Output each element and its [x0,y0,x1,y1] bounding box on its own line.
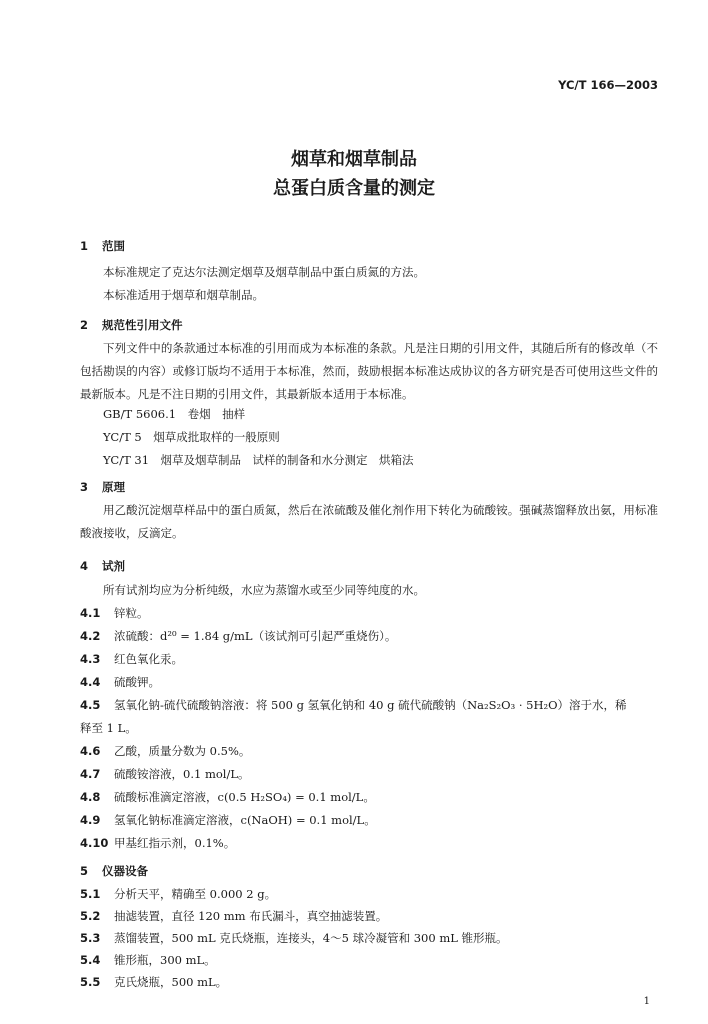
section-number: 4 [80,559,89,573]
section-1-paragraph-1: 本标准规定了克达尔法测定烟草及烟草制品中蛋白质氮的方法。 [103,265,425,279]
section-5-heading [80,863,148,879]
section-1-paragraph-2: 本标准适用于烟草和烟草制品。 [103,288,264,302]
section-title: 原理 [102,480,125,494]
reagent-item-continuation: 释至 1 L。 [80,721,137,735]
standard-code: YC/T 166—2003 [558,78,658,92]
item-number: 4.4 [80,675,101,689]
item-number: 4.10 [80,836,109,850]
apparatus-item [80,886,276,902]
item-text: 硫酸标准滴定溶液，c(0.5 H₂SO₄) = 0.1 mol/L。 [114,790,375,804]
normative-reference: YC/T 5 烟草成批取样的一般原则 [103,430,280,444]
item-number: 4.6 [80,744,101,758]
item-number: 4.5 [80,698,101,712]
item-text: 浓硫酸：d²⁰ = 1.84 g/mL（该试剂可引起严重烧伤）。 [114,629,397,643]
item-text: 硫酸铵溶液，0.1 mol/L。 [114,767,250,781]
item-text: 蒸馏装置，500 mL 克氏烧瓶，连接头，4～5 球冷凝管和 300 mL 锥形瓶。 [114,931,508,945]
section-number: 5 [80,864,89,878]
item-text: 氢氧化钠-硫代硫酸钠溶液：将 500 g 氢氧化钠和 40 g 硫代硫酸钠（Na₂S₂O₃ · 5H₂O）溶于水，稀 [114,698,627,712]
normative-reference: YC/T 31 烟草及烟草制品 试样的制备和水分测定 烘箱法 [103,453,414,467]
item-text: 锌粒。 [114,606,149,620]
normative-reference: GB/T 5606.1 卷烟 抽样 [103,407,246,421]
section-title: 范围 [102,239,125,253]
reagent-item [80,651,183,667]
item-number: 4.7 [80,767,101,781]
reagent-item [80,628,396,644]
item-number: 4.8 [80,790,101,804]
item-number: 5.3 [80,931,101,945]
section-number: 2 [80,318,89,332]
reagent-item [80,812,376,828]
section-3-heading [80,479,125,495]
item-text: 锥形瓶，300 mL。 [114,953,216,967]
section-1-heading [80,238,125,254]
apparatus-item [80,952,216,968]
item-text: 红色氧化汞。 [114,652,183,666]
item-number: 5.4 [80,953,101,967]
document-title-line1: 烟草和烟草制品 [291,149,417,170]
section-4-intro: 所有试剂均应为分析纯级，水应为蒸馏水或至少同等纯度的水。 [103,583,425,597]
reagent-item [80,605,149,621]
section-2-paragraph: 下列文件中的条款通过本标准的引用而成为本标准的条款。凡是注日期的引用文件，其随后所有的修改单（不包括勘误的内容）或修订版均不适用于本标准，然而，鼓励根据本标准达成协议的各方研究是否可使用这些文件的最新版本。凡是不注日期的引用文件，其最新版本适用于本标准。 [80,341,658,401]
apparatus-item [80,930,508,946]
section-4-heading [80,558,125,574]
item-text: 乙酸，质量分数为 0.5%。 [114,744,251,758]
section-number: 3 [80,480,89,494]
item-number: 4.2 [80,629,101,643]
section-title: 仪器设备 [102,864,148,878]
item-number: 5.1 [80,887,101,901]
section-2-heading [80,317,183,333]
item-number: 4.9 [80,813,101,827]
item-number: 4.3 [80,652,101,666]
reagent-item [80,674,160,690]
item-text: 分析天平，精确至 0.000 2 g。 [114,887,277,901]
reagent-item [80,766,249,782]
reagent-item [80,789,375,805]
section-3-paragraph: 用乙酸沉淀烟草样品中的蛋白质氮，然后在浓硫酸及催化剂作用下转化为硫酸铵。强碱蒸馏释放出氨，用标准酸液接收，反滴定。 [80,503,658,540]
page-number: 1 [643,996,650,1007]
item-number: 5.2 [80,909,101,923]
reagent-item [80,697,627,713]
item-text: 抽滤装置，直径 120 mm 布氏漏斗，真空抽滤装置。 [114,909,388,923]
item-text: 硫酸钾。 [114,675,160,689]
section-title: 规范性引用文件 [102,318,183,332]
section-title: 试剂 [102,559,125,573]
section-number: 1 [80,239,89,253]
document-title-line2: 总蛋白质含量的测定 [273,178,435,199]
reagent-item [80,743,250,759]
apparatus-item [80,974,227,990]
item-text: 氢氧化钠标准滴定溶液，c(NaOH) = 0.1 mol/L。 [114,813,376,827]
item-number: 4.1 [80,606,101,620]
item-text: 甲基红指示剂，0.1%。 [114,836,236,850]
reagent-item [80,835,235,851]
apparatus-item [80,908,387,924]
item-text: 克氏烧瓶，500 mL。 [114,975,228,989]
item-number: 5.5 [80,975,101,989]
